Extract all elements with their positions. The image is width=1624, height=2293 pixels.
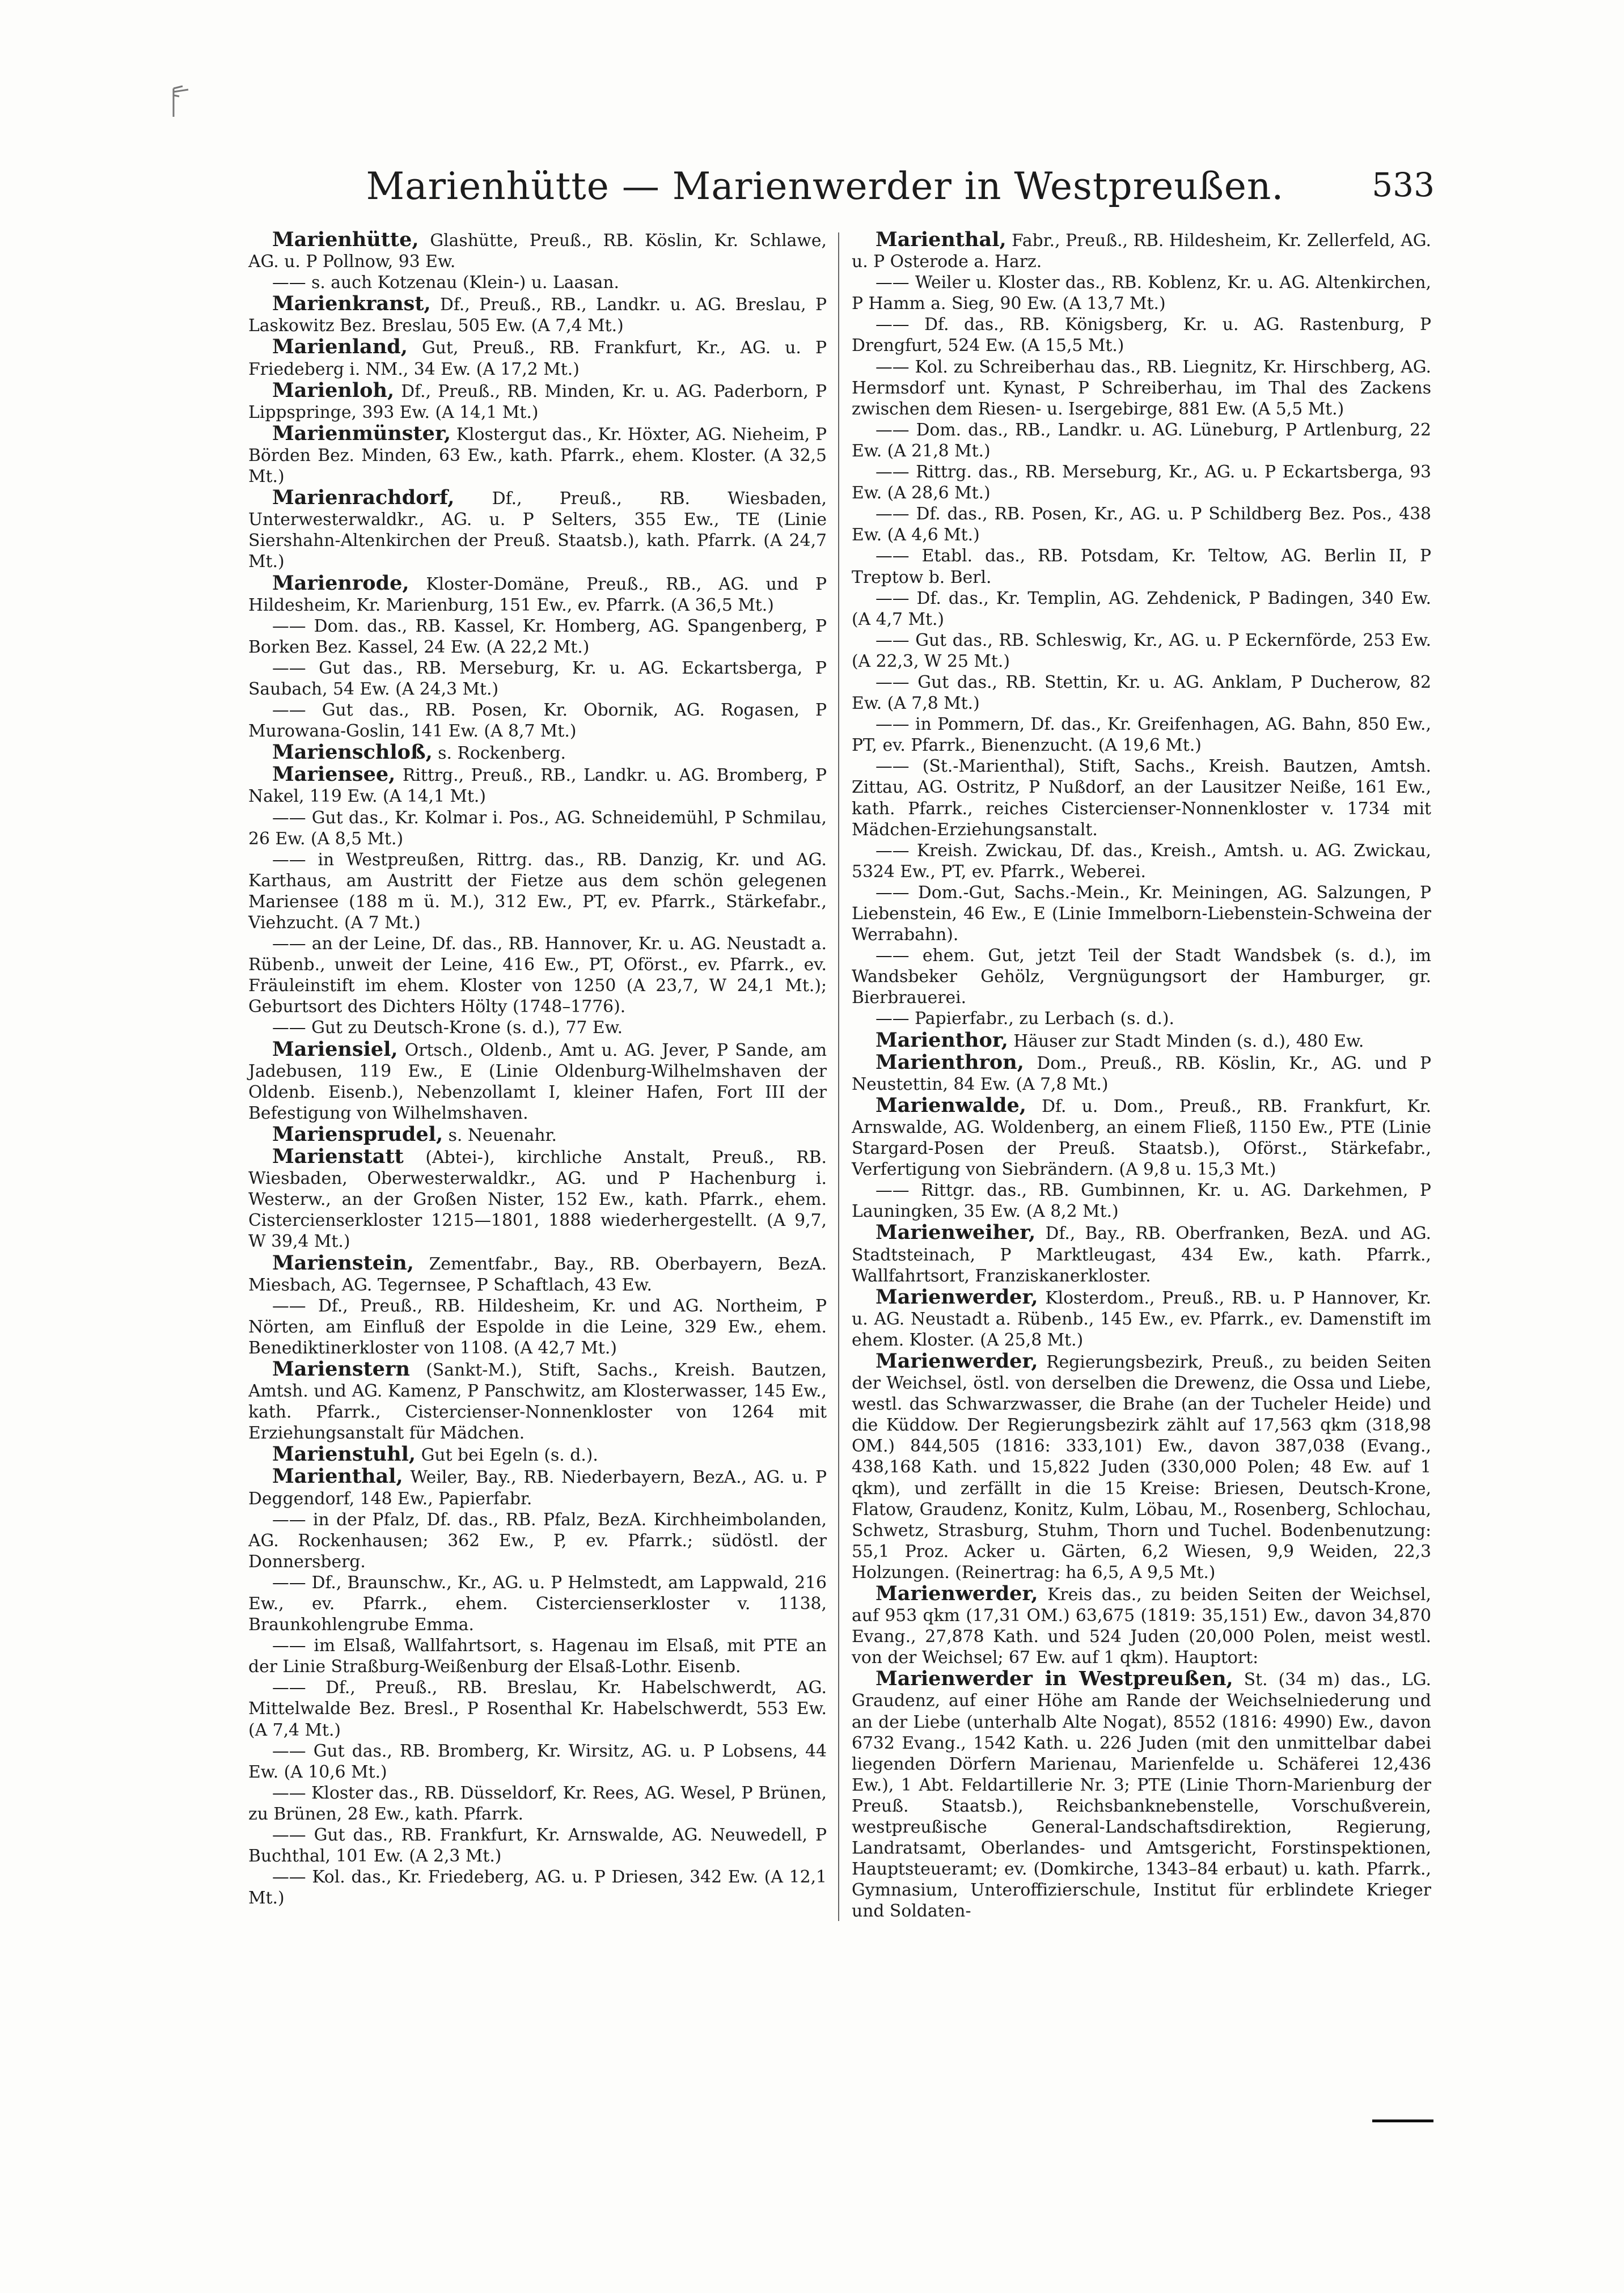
dictionary-entry (248, 1509, 827, 1572)
entry-text: —— Gut das., Kr. Kolmar i. Pos., AG. Schneidemühl, P Schmilau, 26 Ew. (A 8,5 Mt.) (248, 807, 827, 849)
entry-headword: Marienweiher, (876, 1221, 1036, 1245)
entry-headword: Marienwerder in Westpreußen, (876, 1667, 1233, 1691)
entry-headword: Marienland, (272, 335, 408, 359)
entry-headword: Marienhütte, (272, 228, 419, 251)
entry-text: —— Dom.-Gut, Sachs.-Mein., Kr. Meiningen, AG. Salzungen, P Liebenstein, 46 Ew., E (Linie Immelborn-Liebenstein-Schweina der Werrabahn). (852, 882, 1431, 945)
column-divider (838, 232, 839, 1921)
page-header (215, 154, 1435, 217)
entry-text: —— s. auch Kotzenau (Klein-) u. Laasan. (272, 273, 620, 293)
entry-text: Weiler, Bay., RB. Niederbayern, BezA., AG. u. P Deggendorf, 148 Ew., Papierfabr. (248, 1467, 827, 1509)
entry-text: Regierungsbezirk, Preuß., zu beiden Seiten der Weichsel, östl. von derselben die Drewenz, die Ossa und Liebe, westl. das Schwarzwasser, die Brahe (an der Tucheler Heide) und die Küddow. Der Regierungsbezirk zählt auf 17,563 qkm (318,98 OM.) 844,505 (1816: 333,101) Ew., davon 387,038 (Evang., 438,168 Kath. und 15,822 Juden (330,000 Polen; 48 Ew. auf 1 qkm), und zerfällt in die 15 Kreise: Briesen, Deutsch-Krone, Flatow, Graudenz, Konitz, Kulm, Löbau, M., Rosenberg, Schlochau, Schwetz, Strasburg, Stuhm, Thorn und Tuchel. Bodenbenutzung: 55,1 Proz. Acker u. Gärten, 6,2 Wiesen, 9,9 Weiden, 22,3 Holzungen. (Reinertrag: ha 6,5, A 9,5 Mt.) (852, 1352, 1431, 1583)
dictionary-entry (248, 1572, 827, 1635)
entry-text: Df., Bay., RB. Oberfranken, BezA. und AG. Stadtsteinach, P Marktleugast, 434 Ew., kath. Pfarrk., Wallfahrtsort, Franziskanerkloster. (852, 1224, 1431, 1286)
entry-headword: Mariensee, (272, 763, 396, 786)
entry-text: —— Df. das., RB. Posen, Kr., AG. u. P Schildberg Bez. Pos., 438 Ew. (A 4,6 Mt.) (852, 504, 1431, 545)
dictionary-entry (248, 933, 827, 1017)
entry-headword: Marienstein, (272, 1251, 414, 1275)
entry-text: Zementfabr., Bay., RB. Oberbayern, BezA. Miesbach, AG. Tegernsee, P Schaftlach, 43 Ew. (248, 1254, 827, 1295)
dictionary-entry (248, 700, 827, 742)
left-column (248, 229, 827, 1909)
entry-text: Df. u. Dom., Preuß., RB. Frankfurt, Kr. Arnswalde, AG. Woldenberg, an einem Fließ, 1150 Ew., PTE (Linie Stargard-Posen der Preuß. Staatsb.), Oförst., Stärkefabr., Verfertigung von Siebrändern. (A 9,8 u. 15,3 Mt.) (852, 1096, 1431, 1180)
dictionary-entry (852, 672, 1431, 714)
entry-headword: Marienstatt (272, 1145, 404, 1169)
entry-text: —— ehem. Gut, jetzt Teil der Stadt Wandsbek (s. d.), im Wandsbeker Gehölz, Vergnügungsort der Hamburger, gr. Bierbrauerei. (852, 946, 1431, 1008)
dictionary-entry (248, 1466, 827, 1509)
dictionary-entry (852, 1351, 1431, 1583)
entry-text: (Sankt-M.), Stift, Sachs., Kreish. Bautzen, Amtsh. und AG. Kamenz, P Panschwitz, am Klosterwasser, 145 Ew., kath. Pfarrk., Cistercienser-Nonnenkloster von 1264 mit Erziehungsanstalt für Mädchen. (248, 1360, 827, 1444)
dictionary-entry (852, 630, 1431, 672)
dictionary-entry (852, 1052, 1431, 1095)
corner-scan-mark (171, 84, 211, 118)
right-column (852, 229, 1431, 1922)
dictionary-entry (852, 1030, 1431, 1052)
dictionary-entry (852, 945, 1431, 1008)
dictionary-entry (248, 336, 827, 379)
dictionary-entry (248, 1635, 827, 1677)
entry-text: —— Df., Braunschw., Kr., AG. u. P Helmstedt, am Lappwald, 216 Ew., ev. Pfarrk., ehem. Cistercienserkloster v. 1138, Braunkohlengrube Emma. (248, 1572, 827, 1635)
dictionary-entry (248, 487, 827, 572)
entry-text: Gut bei Egeln (s. d.). (416, 1445, 598, 1466)
dictionary-entry (852, 1583, 1431, 1668)
dictionary-entry (248, 1359, 827, 1444)
entry-text: Gut, Preuß., RB. Frankfurt, Kr., AG. u. P Friedeberg i. NM., 34 Ew. (A 17,2 Mt.) (248, 338, 827, 379)
bottom-rule (1372, 2119, 1433, 2122)
dictionary-entry (852, 588, 1431, 630)
page-number: 533 (1372, 166, 1435, 204)
dictionary-entry (852, 1180, 1431, 1222)
dictionary-entry (852, 1668, 1431, 1922)
entry-text: —— in Westpreußen, Rittrg. das., RB. Danzig, Kr. und AG. Karthaus, am Austritt der Fietze aus dem schön gelegenen Mariensee (188 m ü. M.), 312 Ew., PT, ev. Pfarrk., Stärkefabr., Viehzucht. (A 7 Mt.) (248, 849, 827, 933)
entry-headword: Marienthal, (876, 228, 1006, 251)
entry-text: Ortsch., Oldenb., Amt u. AG. Jever, P Sande, am Jadebusen, 119 Ew., E (Linie Oldenburg-Wilhelmshaven der Oldenb. Eisenb.), Nebenzollamt I, kleiner Hafen, Fort III der Befestigung von Wilhelmshaven. (248, 1040, 827, 1123)
running-title: Marienhütte — Marienwerder in Westpreußen. (366, 164, 1284, 208)
dictionary-entry (852, 840, 1431, 882)
entry-headword: Marienstern (272, 1357, 410, 1381)
entry-text: —— Df., Preuß., RB. Hildesheim, Kr. und AG. Northeim, P Nörten, am Einfluß der Espolde in die Leine, 329 Ew., ehem. Benediktinerkloster von 1108. (A 42,7 Mt.) (248, 1296, 827, 1358)
entry-text: —— Gut das., RB. Posen, Kr. Obornik, AG. Rogasen, P Murowana-Goslin, 141 Ew. (A 8,7 Mt.) (248, 700, 827, 742)
dictionary-entry (248, 1783, 827, 1825)
entry-text: —— Rittrg. das., RB. Merseburg, Kr., AG. u. P Eckartsberga, 93 Ew. (A 28,6 Mt.) (852, 462, 1431, 504)
entry-headword: Marienstuhl, (272, 1442, 416, 1466)
dictionary-entry (852, 420, 1431, 462)
entry-text: s. Neuenahr. (443, 1125, 557, 1145)
dictionary-entry (248, 807, 827, 849)
entry-headword: Marienrachdorf, (272, 486, 455, 510)
entry-text: Kloster-Domäne, Preuß., RB., AG. und P Hildesheim, Kr. Marienburg, 151 Ew., ev. Pfarrk. (A 36,5 Mt.) (248, 574, 827, 615)
dictionary-entry (248, 1253, 827, 1296)
entry-text: —— (St.-Marienthal), Stift, Sachs., Kreish. Bautzen, Amtsh. Zittau, AG. Ostritz, P Nußdorf, an der Lausitzer Neiße, 161 Ew., kath. Pfarrk., reiches Cistercienser-Nonnenkloster v. 1734 mit Mädchen-Erziehungsanstalt. (852, 756, 1431, 840)
dictionary-entry (852, 314, 1431, 356)
entry-headword: Marienthal, (272, 1465, 403, 1488)
entry-headword: Marienkranst, (272, 292, 431, 316)
entry-text: —— Gut das., RB. Merseburg, Kr. u. AG. Eckartsberga, P Saubach, 54 Ew. (A 24,3 Mt.) (248, 658, 827, 699)
dictionary-entry (852, 714, 1431, 756)
entry-text: Glashütte, Preuß., RB. Köslin, Kr. Schlawe, AG. u. P Pollnow, 93 Ew. (248, 231, 827, 272)
entry-headword: Marienwerder, (876, 1349, 1038, 1373)
dictionary-entry (248, 1444, 827, 1466)
dictionary-entry (248, 229, 827, 272)
entry-headword: Marienschloß, (272, 741, 433, 764)
dictionary-entry (248, 616, 827, 658)
entry-headword: Marienloh, (272, 378, 395, 402)
entry-text: —— Gut zu Deutsch-Krone (s. d.), 77 Ew. (272, 1018, 623, 1038)
dictionary-entry (248, 573, 827, 616)
dictionary-entry (852, 462, 1431, 504)
dictionary-entry (248, 1017, 827, 1038)
entry-text: —— Gut das., RB. Bromberg, Kr. Wirsitz, AG. u. P Lobsens, 44 Ew. (A 10,6 Mt.) (248, 1741, 827, 1782)
dictionary-entry (248, 1296, 827, 1359)
entry-text: Df., Preuß., RB. Minden, Kr. u. AG. Paderborn, P Lippspringe, 393 Ew. (A 14,1 Mt.) (248, 381, 827, 422)
entry-headword: Mariensiel, (272, 1037, 398, 1061)
dictionary-entry (248, 1039, 827, 1124)
entry-text: —— Kloster das., RB. Düsseldorf, Kr. Rees, AG. Wesel, P Brünen, zu Brünen, 28 Ew., kath. Pfarrk. (248, 1783, 827, 1824)
entry-headword: Marienthor, (876, 1028, 1008, 1052)
dictionary-entry (248, 1146, 827, 1252)
entry-text: s. Rockenberg. (432, 743, 566, 764)
dictionary-entry (248, 764, 827, 807)
entry-headword: Mariensprudel, (272, 1122, 443, 1146)
dictionary-entry (852, 545, 1431, 587)
entry-text: —— in der Pfalz, Df. das., RB. Pfalz, BezA. Kirchheimbolanden, AG. Rockenhausen; 362 Ew., P, ev. Pfarrk.; südöstl. der Donnersberg. (248, 1509, 827, 1572)
entry-headword: Marienmünster, (272, 421, 451, 445)
entry-text: Klostergut das., Kr. Höxter, AG. Nieheim, P Börden Bez. Minden, 63 Ew., kath. Pfarrk., ehem. Kloster. (A 32,5 Mt.) (248, 424, 827, 487)
dictionary-entry (852, 1095, 1431, 1180)
entry-text: —— Df., Preuß., RB. Breslau, Kr. Habelschwerdt, AG. Mittelwalde Bez. Bresl., P Rosenthal Kr. Habelschwerdt, 553 Ew. (A 7,4 Mt.) (248, 1678, 827, 1740)
dictionary-entry (248, 423, 827, 487)
dictionary-entry (852, 504, 1431, 545)
dictionary-entry (248, 658, 827, 700)
entry-headword: Marienwalde, (876, 1093, 1026, 1117)
entry-text: —— Dom. das., RB. Kassel, Kr. Homberg, AG. Spangenberg, P Borken Bez. Kassel, 24 Ew. (A 22,2 Mt.) (248, 616, 827, 657)
dictionary-entry (852, 229, 1431, 272)
entry-text: —— Gut das., RB. Schleswig, Kr., AG. u. P Eckernförde, 253 Ew. (A 22,3, W 25 Mt.) (852, 630, 1431, 671)
entry-text: —— Gut das., RB. Frankfurt, Kr. Arnswalde, AG. Neuwedell, P Buchthal, 101 Ew. (A 2,3 Mt.) (248, 1825, 827, 1867)
entry-text: —— an der Leine, Df. das., RB. Hannover, Kr. u. AG. Neustadt a. Rübenb., unweit der Leine, 416 Ew., PT, Oförst., ev. Pfarrk., ev. Fräuleinstift im ehem. Kloster von 1250 (A 23,7, W 24,1 Mt.); Geburtsort des Dichters Hölty (1748–1776). (248, 934, 827, 1017)
dictionary-entry (248, 849, 827, 933)
entry-text: —— in Pommern, Df. das., Kr. Greifenhagen, AG. Bahn, 850 Ew., PT, ev. Pfarrk., Bienenzucht. (A 19,6 Mt.) (852, 714, 1431, 756)
dictionary-entry (248, 742, 827, 764)
dictionary-entry (248, 1825, 827, 1867)
entry-text: Dom., Preuß., RB. Köslin, Kr., AG. und P Neustettin, 84 Ew. (A 7,8 Mt.) (852, 1053, 1431, 1094)
entry-text: Häuser zur Stadt Minden (s. d.), 480 Ew. (1008, 1031, 1364, 1051)
entry-text: —— Kol. das., Kr. Friedeberg, AG. u. P Driesen, 342 Ew. (A 12,1 Mt.) (248, 1867, 827, 1909)
entry-text: Klosterdom., Preuß., RB. u. P Hannover, Kr. u. AG. Neustadt a. Rübenb., 145 Ew., ev. Pfarrk., ev. Damenstift im ehem. Kloster. (A 25,8 Mt.) (852, 1288, 1431, 1350)
entry-text: Rittrg., Preuß., RB., Landkr. u. AG. Bromberg, P Nakel, 119 Ew. (A 14,1 Mt.) (248, 765, 827, 807)
dictionary-entry (248, 272, 827, 293)
dictionary-entry (248, 1867, 827, 1909)
entry-text: —— Papierfabr., zu Lerbach (s. d.). (876, 1009, 1174, 1029)
entry-headword: Marienwerder, (876, 1285, 1038, 1309)
entry-headword: Marienthron, (876, 1050, 1024, 1074)
entry-text: —— im Elsaß, Wallfahrtsort, s. Hagenau im Elsaß, mit PTE an der Linie Straßburg-Weißenburg der Elsaß-Lothr. Eisenb. (248, 1636, 827, 1677)
entry-text: Kreis das., zu beiden Seiten der Weichsel, auf 953 qkm (17,31 OM.) 63,675 (1819: 35,151) Ew., davon 34,870 Evang., 27,878 Kath. und 524 Juden (20,000 Polen, meist westl. von der Weichsel; 67 Ew. auf 1 qkm). Hauptort: (852, 1585, 1431, 1668)
entry-text: St. (34 m) das., LG. Graudenz, auf einer Höhe am Rande der Weichselniederung und an der Liebe (unterhalb Alte Nogat), 8552 (1816: 4990) Ew., davon 6732 Evang., 1542 Kath. u. 226 Juden (mit den unmittelbar dabei liegenden Dörfern Marienau, Marienfelde u. Schäferei 12,436 Ew.), 1 Abt. Feldartillerie Nr. 3; PTE (Linie Thorn-Marienburg der Preuß. Staatsb.), Reichsbanknebenstelle, Vorschußverein, westpreußische General-Landschaftsdirektion, Regierung, Landratsamt, Oberlandes- und Amtsgericht, Forstinspektionen, Hauptsteueramt; ev. (Domkirche, 1343–84 erbaut) u. kath. Pfarrk., Gymnasium, Unteroffizierschule, Institut für erblindete Krieger und Soldaten- (852, 1670, 1431, 1922)
entry-text: —— Gut das., RB. Stettin, Kr. u. AG. Anklam, P Ducherow, 82 Ew. (A 7,8 Mt.) (852, 672, 1431, 714)
dictionary-entry (852, 357, 1431, 420)
entry-text: —— Weiler u. Kloster das., RB. Koblenz, Kr. u. AG. Altenkirchen, P Hamm a. Sieg, 90 Ew. (A 13,7 Mt.) (852, 273, 1431, 314)
entry-text: —— Dom. das., RB., Landkr. u. AG. Lüneburg, P Artlenburg, 22 Ew. (A 21,8 Mt.) (852, 420, 1431, 461)
dictionary-entry (248, 1677, 827, 1740)
entry-text: —— Df. das., Kr. Templin, AG. Zehdenick, P Badingen, 340 Ew. (A 4,7 Mt.) (852, 588, 1431, 629)
entry-text: —— Kreish. Zwickau, Df. das., Kreish., Amtsh. u. AG. Zwickau, 5324 Ew., PT, ev. Pfarrk., Weberei. (852, 840, 1431, 882)
dictionary-entry (248, 1741, 827, 1783)
dictionary-entry (852, 1287, 1431, 1351)
entry-text: —— Kol. zu Schreiberhau das., RB. Liegnitz, Kr. Hirschberg, AG. Hermsdorf unt. Kynast, P Schreiberhau, im Thal des Zackens zwischen dem Riesen- u. Isergebirge, 881 Ew. (A 5,5 Mt.) (852, 357, 1431, 419)
entry-text: (Abtei-), kirchliche Anstalt, Preuß., RB. Wiesbaden, Oberwesterwaldkr., AG. und P Hachenburg i. Westerw., an der Großen Nister, 152 Ew., kath. Pfarrk., ehem. Cistercienserkloster 1215—1801, 1888 wiederhergestellt. (A 9,7, W 39,4 Mt.) (248, 1148, 827, 1252)
entry-text: —— Etabl. das., RB. Potsdam, Kr. Teltow, AG. Berlin II, P Treptow b. Berl. (852, 546, 1431, 587)
dictionary-entry (852, 272, 1431, 314)
entry-text: Df., Preuß., RB. Wiesbaden, Unterwesterwaldkr., AG. u. P Selters, 355 Ew., TE (Linie Siershahn-Altenkirchen der Preuß. Staatsb.), kath. Pfarrk. (A 24,7 Mt.) (248, 489, 827, 572)
dictionary-entry (852, 882, 1431, 945)
dictionary-entry (852, 1222, 1431, 1286)
entry-text: Fabr., Preuß., RB. Hildesheim, Kr. Zellerfeld, AG. u. P Osterode a. Harz. (852, 231, 1431, 272)
dictionary-entry (852, 756, 1431, 840)
entry-text: —— Df. das., RB. Königsberg, Kr. u. AG. Rastenburg, P Drengfurt, 524 Ew. (A 15,5 Mt.) (852, 315, 1431, 356)
entry-text: Df., Preuß., RB., Landkr. u. AG. Breslau, P Laskowitz Bez. Breslau, 505 Ew. (A 7,4 Mt.) (248, 295, 827, 336)
dictionary-entry (248, 380, 827, 423)
entry-headword: Marienwerder, (876, 1582, 1038, 1605)
dictionary-entry (248, 1124, 827, 1146)
entry-headword: Marienrode, (272, 571, 409, 595)
dictionary-entry (248, 293, 827, 336)
dictionary-entry (852, 1008, 1431, 1029)
entry-text: —— Rittgr. das., RB. Gumbinnen, Kr. u. AG. Darkehmen, P Launingken, 35 Ew. (A 8,2 Mt.) (852, 1181, 1431, 1222)
